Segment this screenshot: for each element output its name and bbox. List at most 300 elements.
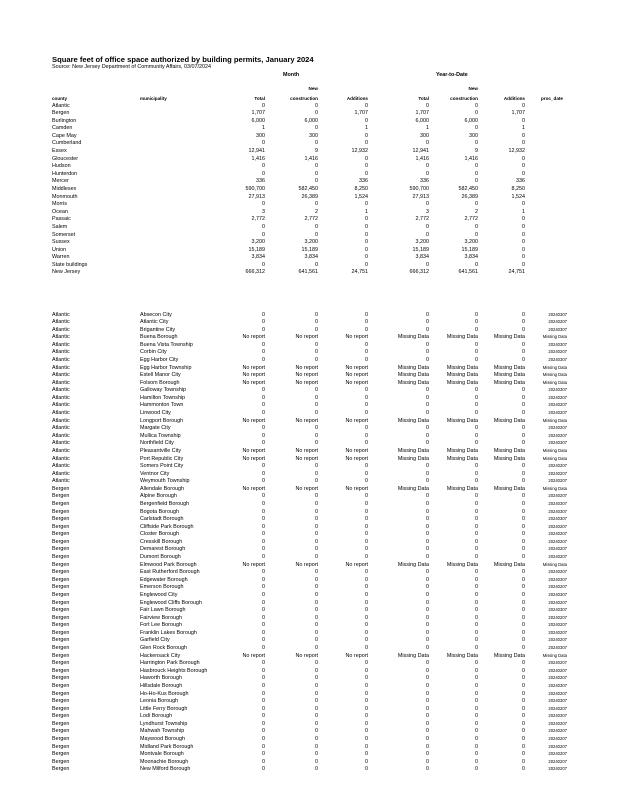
month-new-value: 0 [315, 356, 318, 363]
month-additions-column-header: Additions [346, 96, 368, 101]
ytd-new-value: 0 [475, 607, 478, 614]
municipality-name: Mahwah Township [140, 728, 185, 735]
county-name: State buildings [52, 261, 88, 268]
ytd-new-value: 0 [475, 629, 478, 636]
ytd-additions-value: 0 [522, 254, 525, 261]
month-new-value: 0 [315, 493, 318, 500]
month-additions-value: 0 [365, 508, 368, 515]
ytd-total-value: Missing Data [397, 372, 429, 379]
month-additions-value: 0 [365, 132, 368, 139]
municipality-name: Egg Harbor Township [140, 364, 192, 371]
county-name: Bergen [52, 682, 70, 689]
ytd-total-value: 0 [426, 231, 429, 238]
ytd-total-value: 0 [426, 349, 429, 356]
proc-date-value: 20240207 [548, 569, 567, 575]
ytd-total-value: Missing Data [397, 652, 429, 659]
county-name: Atlantic [52, 349, 70, 356]
proc-date-value: 20240207 [548, 523, 567, 529]
month-additions-value: 0 [365, 698, 368, 705]
ytd-additions-value: 12,932 [508, 148, 525, 155]
ytd-new-value: Missing Data [446, 334, 478, 341]
month-additions-value: 0 [365, 720, 368, 727]
county-name: Atlantic [52, 478, 70, 485]
proc-date-value: 20240207 [548, 554, 567, 560]
month-new-value: 0 [315, 163, 318, 170]
proc-date-value: Missing Data [542, 561, 567, 567]
ytd-total-value: 0 [426, 478, 429, 485]
ytd-additions-value: 24,751 [508, 269, 525, 276]
proc-date-value: Missing Data [542, 364, 567, 370]
municipality-name: Hillsdale Borough [140, 682, 183, 689]
municipality-name: Estell Manor City [140, 372, 181, 379]
ytd-new-value: 0 [475, 425, 478, 432]
ytd-additions-value: 1,707 [511, 110, 525, 117]
month-new-value: 0 [315, 569, 318, 576]
county-name: Bergen [52, 743, 70, 750]
county-name: Atlantic [52, 334, 70, 341]
month-additions-value: 0 [365, 326, 368, 333]
ytd-total-value: 0 [426, 637, 429, 644]
county-name: Mercer [52, 178, 69, 185]
month-additions-value: 0 [365, 102, 368, 109]
proc-date-value: 20240207 [548, 758, 567, 764]
ytd-additions-value: 0 [522, 569, 525, 576]
ytd-total-value: 0 [426, 140, 429, 147]
ytd-total-value: 0 [426, 576, 429, 583]
ytd-total-value: 0 [426, 554, 429, 561]
ytd-additions-value: 0 [522, 599, 525, 606]
ytd-new-value: 0 [475, 698, 478, 705]
month-additions-value: 0 [365, 758, 368, 765]
ytd-additions-value: 1 [522, 125, 525, 132]
ytd-additions-value: 0 [522, 713, 525, 720]
month-additions-value: 0 [365, 728, 368, 735]
month-total-value: No report [242, 417, 265, 424]
ytd-additions-value: 0 [522, 622, 525, 629]
ytd-additions-value: 0 [522, 239, 525, 246]
proc-date-value: Missing Data [542, 485, 567, 491]
month-total-value: 0 [262, 758, 265, 765]
municipality-name: Pleasantville City [140, 447, 182, 454]
ytd-new-value: 0 [475, 713, 478, 720]
month-new-value: 0 [315, 758, 318, 765]
month-new-value: 0 [315, 675, 318, 682]
month-total-value: 0 [262, 170, 265, 177]
municipality-name: Englewood City [140, 591, 178, 598]
month-new-value: No report [295, 379, 318, 386]
ytd-total-value: 3 [426, 208, 429, 215]
ytd-new-value: 0 [475, 326, 478, 333]
county-name: Bergen [52, 751, 70, 758]
month-total-value: 0 [262, 231, 265, 238]
proc-date-value: 20240307 [548, 501, 567, 506]
ytd-additions-value: 0 [522, 155, 525, 162]
month-total-value: 3,834 [251, 254, 265, 261]
month-total-value: 0 [262, 713, 265, 720]
month-new-value: 0 [315, 614, 318, 621]
month-total-value: 0 [262, 356, 265, 363]
county-name: Bergen [52, 652, 70, 659]
month-total-value: 0 [262, 440, 265, 447]
month-total-value: 0 [262, 584, 265, 591]
municipality-name: Closter Borough [140, 531, 179, 538]
county-name: Hudson [52, 163, 71, 170]
ytd-new-value: Missing Data [446, 364, 478, 371]
month-total-value: 1,416 [251, 155, 265, 162]
month-new-value: No report [295, 485, 318, 492]
month-additions-value: 0 [365, 607, 368, 614]
month-total-value: 0 [262, 591, 265, 598]
municipality-name: Folsom Borough [140, 379, 180, 386]
proc-date-value: 20240207 [548, 667, 567, 673]
ytd-total-value: 0 [426, 584, 429, 591]
municipality-name: Hackensack City [140, 652, 181, 659]
county-name: Atlantic [52, 319, 70, 326]
ytd-total-value: Missing Data [397, 364, 429, 371]
month-additions-value: 12,932 [351, 148, 368, 155]
month-additions-value: 0 [365, 501, 368, 507]
ytd-new-value: 6,000 [464, 117, 478, 124]
municipality-name: Alpine Borough [140, 493, 177, 500]
month-additions-value: No report [345, 447, 368, 454]
month-total-value: 0 [262, 432, 265, 439]
month-new-value: 641,561 [298, 269, 318, 276]
ytd-new-value: 0 [475, 591, 478, 598]
proc-date-value: 20240207 [548, 319, 567, 325]
month-new-value: 0 [315, 463, 318, 470]
month-additions-value: 0 [365, 675, 368, 682]
month-additions-value: 0 [365, 690, 368, 697]
month-total-value: 0 [262, 705, 265, 712]
month-total-value: 0 [262, 140, 265, 147]
proc-date-value: 20240307 [548, 440, 567, 446]
municipality-name: Ventnor City [140, 470, 170, 477]
municipality-name: Moonachie Borough [140, 758, 189, 765]
county-name: New Jersey [52, 269, 81, 276]
month-total-value: No report [242, 447, 265, 454]
month-new-value: 0 [315, 523, 318, 530]
ytd-new-value: 0 [475, 516, 478, 523]
month-additions-value: 0 [365, 231, 368, 238]
municipality-name: Hammonton Town [140, 402, 184, 409]
month-total-value: 0 [262, 319, 265, 326]
month-total-value: 0 [262, 501, 265, 507]
ytd-new-value: 0 [475, 349, 478, 356]
ytd-new-value: 0 [475, 508, 478, 515]
county-name: Bergen [52, 561, 70, 568]
ytd-additions-value: 0 [522, 387, 525, 394]
municipality-name: Montvale Borough [140, 751, 184, 758]
ytd-additions-value: 0 [522, 463, 525, 470]
ytd-additions-value: 0 [522, 546, 525, 553]
county-name: Ocean [52, 208, 68, 215]
month-additions-value: 0 [365, 201, 368, 208]
proc-date-value: 20240307 [548, 326, 567, 332]
ytd-total-value: 0 [426, 387, 429, 394]
month-total-value: 0 [262, 102, 265, 109]
ytd-additions-value: 0 [522, 319, 525, 326]
ytd-new-value: 0 [475, 751, 478, 758]
month-new-value: 0 [315, 705, 318, 712]
municipality-name: Buena Vista Township [140, 341, 193, 348]
month-additions-value: 1 [365, 125, 368, 132]
ytd-total-value: 1,707 [415, 110, 429, 117]
month-total-value: No report [242, 364, 265, 371]
municipality-name: Fair Lawn Borough [140, 607, 186, 614]
ytd-additions-value: 0 [522, 132, 525, 139]
ytd-additions-value: 0 [522, 645, 525, 652]
proc-date-value: Missing Data [542, 417, 567, 423]
ytd-new-value: 0 [475, 682, 478, 689]
month-new-value: 0 [315, 311, 318, 318]
month-new-value: 0 [315, 538, 318, 545]
ytd-total-value: Missing Data [397, 485, 429, 492]
ytd-additions-value: 1,524 [511, 193, 525, 200]
municipality-name: Bogota Borough [140, 508, 179, 515]
month-total-value: 0 [262, 163, 265, 170]
month-new-value: No report [295, 561, 318, 568]
month-total-value: 0 [262, 751, 265, 758]
month-additions-value: No report [345, 417, 368, 424]
ytd-new-value: 0 [475, 102, 478, 109]
county-name: Somerset [52, 231, 76, 238]
county-name: Essex [52, 148, 67, 155]
month-additions-value: 1 [365, 208, 368, 215]
month-new-value: 3,834 [304, 254, 318, 261]
proc-date-value: 20240307 [548, 645, 567, 651]
municipality-name: Demarest Borough [140, 546, 186, 553]
ytd-additions-value: 0 [522, 758, 525, 765]
month-total-value: 0 [262, 645, 265, 652]
ytd-additions-value: 0 [522, 667, 525, 674]
month-additions-value: No report [345, 334, 368, 341]
ytd-new-value: 0 [475, 720, 478, 727]
ytd-additions-value: Missing Data [493, 455, 525, 462]
ytd-total-value: 0 [426, 743, 429, 750]
ytd-total-value: 0 [426, 341, 429, 348]
month-additions-value: 336 [359, 178, 368, 185]
month-new-value: 0 [315, 341, 318, 348]
month-total-value: 0 [262, 531, 265, 538]
proc-date-value: Missing Data [542, 334, 567, 340]
ytd-new-value: Missing Data [446, 417, 478, 424]
ytd-additions-value: 0 [522, 117, 525, 124]
month-total-value: 0 [262, 478, 265, 485]
ytd-total-value: 0 [426, 751, 429, 758]
ytd-total-value: Missing Data [397, 334, 429, 341]
ytd-new-value: 0 [475, 735, 478, 742]
ytd-additions-value: 336 [516, 178, 525, 185]
month-new-value: 0 [315, 102, 318, 109]
month-new-value: 0 [315, 720, 318, 727]
county-name: Bergen [52, 493, 70, 500]
month-new-value: 0 [315, 410, 318, 417]
county-name: Sussex [52, 239, 70, 246]
ytd-new-value: 0 [475, 170, 478, 177]
ytd-new-value: 0 [475, 432, 478, 439]
ytd-additions-value: 0 [522, 493, 525, 500]
month-additions-value: 0 [365, 531, 368, 538]
ytd-total-value: 0 [426, 523, 429, 530]
county-name: Atlantic [52, 425, 70, 432]
municipality-name: Garfield City [140, 637, 170, 644]
ytd-total-value: 0 [426, 713, 429, 720]
proc-date-value: 20240207 [548, 637, 567, 643]
month-additions-value: 0 [365, 546, 368, 553]
ytd-additions-value: 0 [522, 140, 525, 147]
month-additions-value: 0 [365, 554, 368, 561]
county-name: Atlantic [52, 311, 70, 318]
ytd-total-value: 0 [426, 326, 429, 333]
ytd-total-value: 0 [426, 531, 429, 538]
month-total-value: 0 [262, 508, 265, 515]
municipality-name: Hamilton Township [140, 394, 186, 401]
month-total-value: 0 [262, 410, 265, 417]
proc-date-column-header: proc_date [541, 96, 563, 101]
month-new-value: 9 [315, 148, 318, 155]
month-additions-value: 0 [365, 440, 368, 447]
ytd-new-value: 641,561 [458, 269, 478, 276]
month-total-value: 1,707 [251, 110, 265, 117]
month-new-value: 0 [315, 231, 318, 238]
ytd-total-value: 0 [426, 766, 429, 773]
ytd-new-value: 0 [475, 440, 478, 447]
county-name: Bergen [52, 569, 70, 576]
month-new-value: 0 [315, 402, 318, 409]
county-name: Bergen [52, 698, 70, 705]
ytd-new-value: 0 [475, 637, 478, 644]
ytd-new-value: 0 [475, 705, 478, 712]
ytd-total-value: 0 [426, 569, 429, 576]
proc-date-value: 20240207 [548, 584, 567, 590]
month-new-value: No report [295, 372, 318, 379]
ytd-additions-value: Missing Data [493, 364, 525, 371]
ytd-total-value: 0 [426, 682, 429, 689]
month-additions-value: 0 [365, 523, 368, 530]
ytd-group-header: Year-to-Date [436, 72, 468, 78]
proc-date-value: 20240207 [548, 546, 567, 552]
ytd-total-value: 0 [426, 705, 429, 712]
month-new-column-header: construction [290, 96, 318, 101]
ytd-new-value: 0 [475, 163, 478, 170]
ytd-total-value: 0 [426, 690, 429, 697]
month-new-value: 0 [315, 584, 318, 591]
county-name: Passaic [52, 216, 71, 223]
municipality-column-header: municipality [140, 96, 167, 101]
month-new-value: No report [295, 334, 318, 341]
ytd-additions-value: 0 [522, 751, 525, 758]
month-additions-value: 0 [365, 493, 368, 500]
ytd-additions-value: 0 [522, 341, 525, 348]
ytd-additions-value: 0 [522, 720, 525, 727]
month-new-value: 0 [315, 645, 318, 652]
ytd-additions-value: 0 [522, 766, 525, 773]
month-additions-value: 0 [365, 569, 368, 576]
proc-date-value: 20240207 [548, 629, 567, 635]
ytd-new-value: 0 [475, 341, 478, 348]
month-new-value: 0 [315, 440, 318, 447]
proc-date-value: 20240307 [548, 576, 567, 582]
county-name: Salem [52, 223, 68, 230]
county-name: Bergen [52, 110, 70, 117]
ytd-additions-value: Missing Data [493, 561, 525, 568]
ytd-new-value: 0 [475, 690, 478, 697]
month-new-value: 0 [315, 667, 318, 674]
month-additions-value: 0 [365, 614, 368, 621]
month-additions-value: 0 [365, 402, 368, 409]
proc-date-value: 20240207 [548, 728, 567, 734]
county-name: Burlington [52, 117, 77, 124]
ytd-total-value: 1 [426, 125, 429, 132]
proc-date-value: 20240207 [548, 470, 567, 476]
ytd-total-value: 300 [420, 132, 429, 139]
month-new-value: 2,772 [304, 216, 318, 223]
ytd-additions-value: 0 [522, 538, 525, 545]
ytd-additions-value: 0 [522, 402, 525, 409]
ytd-total-value: 0 [426, 698, 429, 705]
month-new-value: 15,189 [301, 246, 318, 253]
municipality-name: Fort Lee Borough [140, 622, 182, 629]
ytd-new-value: 0 [475, 501, 478, 507]
ytd-total-value: 0 [426, 645, 429, 652]
month-additions-value: 0 [365, 591, 368, 598]
ytd-new-value: 0 [475, 546, 478, 553]
ytd-additions-value: 0 [522, 478, 525, 485]
month-additions-value: 0 [365, 713, 368, 720]
ytd-new-value: 0 [475, 402, 478, 409]
county-name: Bergen [52, 516, 70, 523]
month-additions-value: 0 [365, 576, 368, 583]
ytd-total-value: 0 [426, 470, 429, 477]
proc-date-value: 20240307 [548, 356, 567, 362]
ytd-total-value: 0 [426, 622, 429, 629]
month-total-value: 12,941 [248, 148, 265, 155]
ytd-new-value: 300 [469, 132, 478, 139]
month-total-value: 0 [262, 614, 265, 621]
county-name: Bergen [52, 599, 70, 606]
ytd-total-value: 0 [426, 667, 429, 674]
county-name: Middlesex [52, 185, 77, 192]
county-name: Morris [52, 201, 67, 208]
ytd-additions-value: 0 [522, 637, 525, 644]
month-total-value: No report [242, 372, 265, 379]
proc-date-value: Missing Data [542, 372, 567, 378]
ytd-total-value: 0 [426, 758, 429, 765]
month-total-value: 0 [262, 349, 265, 356]
ytd-new-value: 0 [475, 599, 478, 606]
ytd-additions-value: 0 [522, 501, 525, 507]
month-additions-value: 0 [365, 394, 368, 401]
county-name: Bergen [52, 713, 70, 720]
month-total-value: 0 [262, 311, 265, 318]
municipality-name: Mullica Township [140, 432, 181, 439]
ytd-new-value: Missing Data [446, 372, 478, 379]
month-additions-value: 0 [365, 387, 368, 394]
proc-date-value: 20240307 [548, 591, 567, 597]
municipality-name: Leonia Borough [140, 698, 179, 705]
ytd-additions-value: 0 [522, 675, 525, 682]
ytd-new-value: 0 [475, 319, 478, 326]
county-name: Bergen [52, 546, 70, 553]
month-new-value: 0 [315, 387, 318, 394]
month-total-value: 3 [262, 208, 265, 215]
month-new-value: 6,000 [304, 117, 318, 124]
municipality-name: Cresskill Borough [140, 538, 183, 545]
proc-date-value: 20240207 [548, 410, 567, 416]
ytd-new-value: 0 [475, 231, 478, 238]
month-new-value: 0 [315, 576, 318, 583]
county-name: Bergen [52, 508, 70, 515]
